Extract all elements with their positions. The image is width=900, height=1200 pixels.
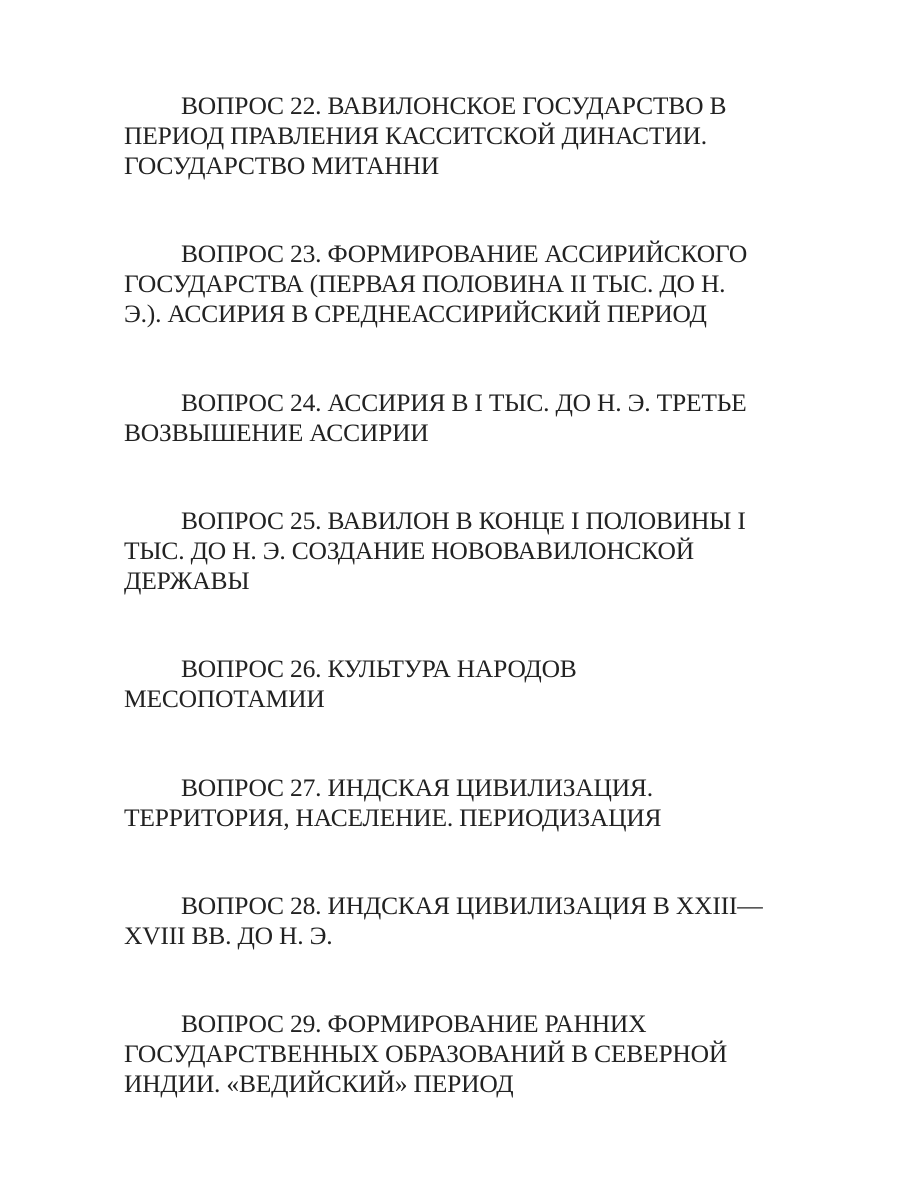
question-26-line-2: МЕСОПОТАМИИ	[124, 684, 325, 713]
question-25-line-3: ДЕРЖАВЫ	[124, 566, 250, 595]
question-heading-29	[124, 1009, 764, 1099]
question-22-line-3: ГОСУДАРСТВО МИТАННИ	[124, 151, 439, 180]
question-27-line-2: ТЕРРИТОРИЯ, НАСЕЛЕНИЕ. ПЕРИОДИЗАЦИЯ	[124, 803, 662, 832]
question-22-line-2: ПЕРИОД ПРАВЛЕНИЯ КАССИТСКОЙ ДИНАСТИИ.	[124, 121, 707, 150]
question-heading-23	[124, 239, 764, 329]
question-heading-24	[124, 388, 764, 448]
question-28-line-1: ВОПРОС 28. ИНДСКАЯ ЦИВИЛИЗАЦИЯ В XXIII—	[181, 891, 763, 920]
question-27-line-1: ВОПРОС 27. ИНДСКАЯ ЦИВИЛИЗАЦИЯ.	[181, 773, 653, 802]
question-24-line-1: ВОПРОС 24. АССИРИЯ В I ТЫС. ДО Н. Э. ТРЕТЬЕ	[181, 388, 747, 417]
question-22-line-1: ВОПРОС 22. ВАВИЛОНСКОЕ ГОСУДАРСТВО В	[181, 91, 727, 120]
question-heading-26	[124, 654, 764, 714]
question-heading-22	[124, 91, 764, 181]
question-29-line-3: ИНДИИ. «ВЕДИЙСКИЙ» ПЕРИОД	[124, 1069, 514, 1098]
question-24-line-2: ВОЗВЫШЕНИЕ АССИРИИ	[124, 418, 429, 447]
question-23-line-2: ГОСУДАРСТВА (ПЕРВАЯ ПОЛОВИНА II ТЫС. ДО Н.	[124, 269, 726, 298]
question-heading-25	[124, 506, 764, 596]
question-25-line-2: ТЫС. ДО Н. Э. СОЗДАНИЕ НОВОВАВИЛОНСКОЙ	[124, 536, 694, 565]
question-heading-27	[124, 773, 764, 833]
question-26-line-1: ВОПРОС 26. КУЛЬТУРА НАРОДОВ	[181, 654, 577, 683]
question-23-line-1: ВОПРОС 23. ФОРМИРОВАНИЕ АССИРИЙСКОГО	[181, 239, 748, 268]
question-29-line-1: ВОПРОС 29. ФОРМИРОВАНИЕ РАННИХ	[181, 1009, 647, 1038]
question-heading-28	[124, 891, 764, 951]
question-28-line-2: XVIII ВВ. ДО Н. Э.	[124, 921, 333, 950]
question-25-line-1: ВОПРОС 25. ВАВИЛОН В КОНЦЕ I ПОЛОВИНЫ I	[181, 506, 746, 535]
question-23-line-3: Э.). АССИРИЯ В СРЕДНЕАССИРИЙСКИЙ ПЕРИОД	[124, 299, 707, 328]
question-29-line-2: ГОСУДАРСТВЕННЫХ ОБРАЗОВАНИЙ В СЕВЕРНОЙ	[124, 1039, 728, 1068]
